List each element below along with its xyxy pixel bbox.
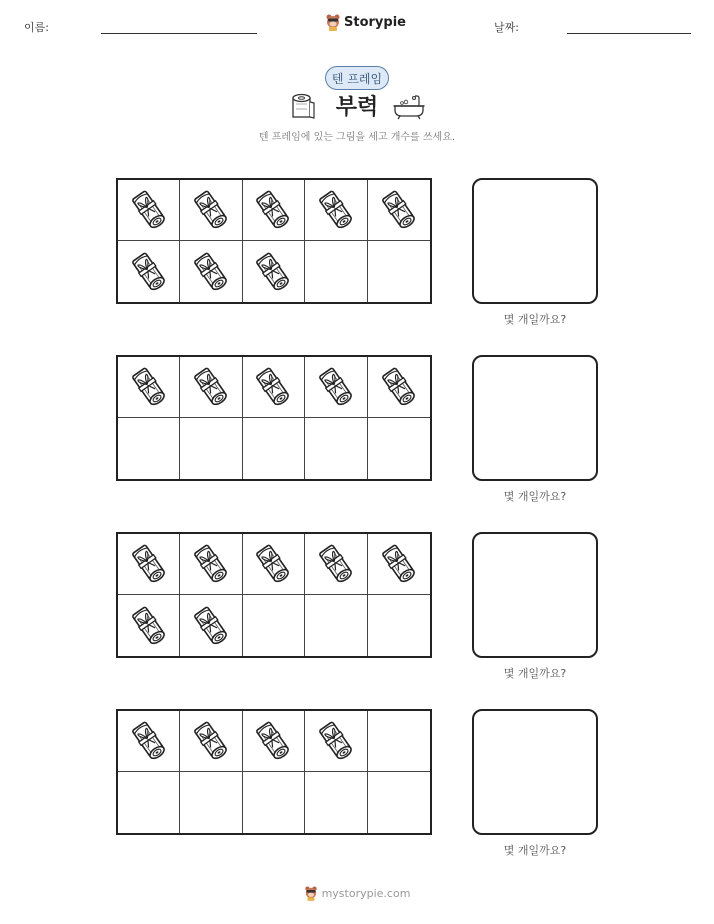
frame-cell [368,595,430,656]
frame-cell [243,241,305,302]
name-label: 이름: [24,21,49,34]
storypie-mascot-icon [325,13,341,31]
frame-cell [180,534,242,595]
frame-cell [118,595,180,656]
frame-cell [305,418,367,479]
scroll-icon [129,365,169,409]
frame-cell [180,772,242,833]
brand-name: Storypie [344,14,406,30]
ten-frame-1 [116,178,432,304]
question-label-3: 몇 개일까요? [503,667,567,680]
frame-cell [368,180,430,241]
scroll-icon [316,719,356,763]
frame-cell [305,772,367,833]
topic-badge: 텐 프레임 [325,66,389,90]
scroll-icon [253,188,293,232]
frame-cell [243,772,305,833]
frame-cell [180,711,242,772]
question-label-2: 몇 개일까요? [503,490,567,503]
frame-cell [180,595,242,656]
scroll-icon [379,188,419,232]
question-label-1: 몇 개일까요? [503,313,567,326]
brand-logo [325,13,406,31]
date-label: 날짜: [494,21,519,34]
scroll-icon [253,542,293,586]
date-line[interactable] [567,33,691,34]
footer-url: mystorypie.com [321,886,411,900]
scroll-icon [379,365,419,409]
name-line[interactable] [101,33,257,34]
frame-cell [305,180,367,241]
bathtub-icon [392,94,426,120]
answer-box-2[interactable] [472,355,598,481]
scroll-icon [129,719,169,763]
ten-frame-4 [116,709,432,835]
frame-cell [243,180,305,241]
frame-cell [305,595,367,656]
frame-cell [243,711,305,772]
scroll-icon [129,188,169,232]
ten-frame-2 [116,355,432,481]
frame-cell [118,357,180,418]
frame-cell [305,241,367,302]
frame-cell [118,180,180,241]
frame-cell [180,180,242,241]
scroll-icon [191,604,231,648]
scroll-icon [191,250,231,294]
footer [0,885,714,901]
scroll-icon [253,250,293,294]
frame-cell [118,418,180,479]
ten-frame-3 [116,532,432,658]
scroll-icon [379,542,419,586]
answer-box-3[interactable] [472,532,598,658]
scroll-icon [253,719,293,763]
frame-cell [305,711,367,772]
frame-cell [243,357,305,418]
scroll-icon [316,365,356,409]
frame-cell [118,711,180,772]
question-label-4: 몇 개일까요? [503,844,567,857]
scroll-icon [191,719,231,763]
answer-box-1[interactable] [472,178,598,304]
frame-cell [243,418,305,479]
frame-cell [180,241,242,302]
frame-cell [118,772,180,833]
frame-cell [243,595,305,656]
instruction-text: 텐 프레임에 있는 그림을 세고 개수를 쓰세요. [258,132,456,143]
scroll-icon [253,365,293,409]
frame-cell [368,357,430,418]
scroll-icon [316,188,356,232]
frame-cell [180,357,242,418]
storypie-mascot-icon [304,885,318,901]
scroll-icon [191,365,231,409]
worksheet-title: 부력 [335,95,379,120]
frame-cell [368,418,430,479]
scroll-icon [129,604,169,648]
scroll-icon [316,542,356,586]
frame-cell [118,534,180,595]
frame-cell [305,534,367,595]
answer-box-4[interactable] [472,709,598,835]
frame-cell [368,241,430,302]
frame-cell [180,418,242,479]
frame-cell [305,357,367,418]
scroll-icon [191,188,231,232]
frame-cell [368,534,430,595]
scroll-icon [129,250,169,294]
scroll-icon [191,542,231,586]
frame-cell [368,772,430,833]
frame-cell [243,534,305,595]
frame-cell [368,711,430,772]
scroll-icon [129,542,169,586]
frame-cell [118,241,180,302]
